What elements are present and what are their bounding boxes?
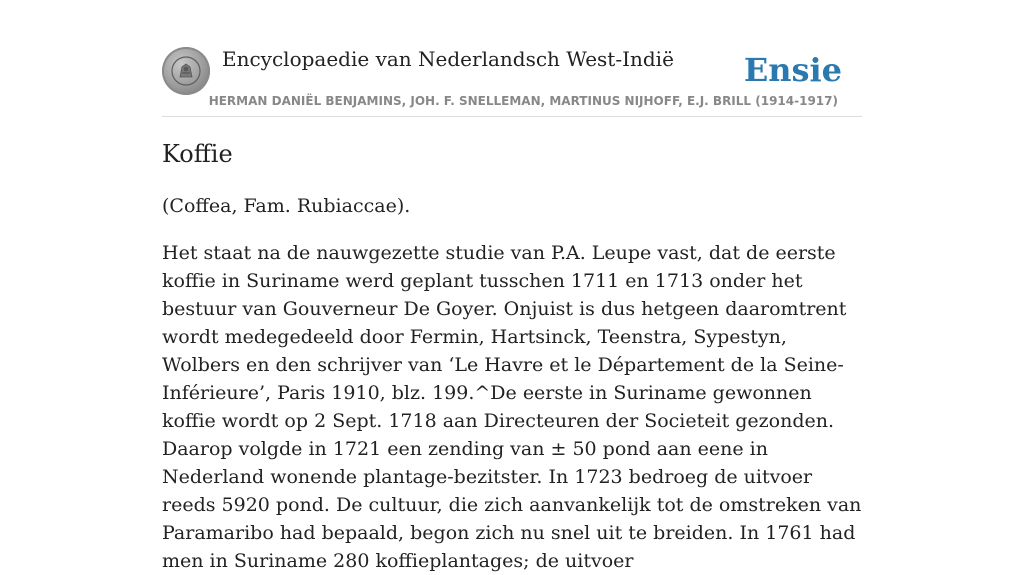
coin-seal-icon[interactable] [162,47,210,95]
site-header [162,40,862,117]
coin-emblem-graphic [170,55,202,87]
book-title-link[interactable]: Encyclopaedie van Nederlandsch West-Indië [222,47,674,71]
article-title: Koffie [162,140,233,168]
article-body: Het staat na de nauwgezette studie van P.A. Leupe vast, dat de eerste koffie in Suriname werd geplant tusschen 1711 en 1713 onder het bestuur van Gouverneur De Goyer. Onjuist is dus hetgeen daaromtrent wordt medegedeeld door Fermin, Hartsinck, Teenstra, Sypestyn, Wolbers en den schrijver van ‘Le Havre et le Département de la Seine-Inférieure’, Paris 1910, blz. 199.^De eerste in Suriname gewonnen koffie wordt op 2 Sept. 1718 aan Directeuren der Societeit gezonden. Daarop volgde in 1721 een zending van ± 50 pond aan eene in Nederland wonende plantage-bezitster. In 1723 bedroeg de uitvoer reeds 5920 pond. De cultuur, die zich aanvankelijk tot de omstreken van Paramaribo had bepaald, begon zich nu snel uit te breiden. In 1761 had men in Suriname 280 koffieplantages; de uitvoer [162,242,862,572]
ensie-logo-link[interactable]: Ensie [743,51,842,89]
book-authors: HERMAN DANIËL BENJAMINS, JOH. F. SNELLEMAN, MARTINUS NIJHOFF, E.J. BRILL (1914-1917) [208,94,838,108]
article-subtitle: (Coffea, Fam. Rubiaccae). [162,195,411,217]
article [162,138,862,575]
